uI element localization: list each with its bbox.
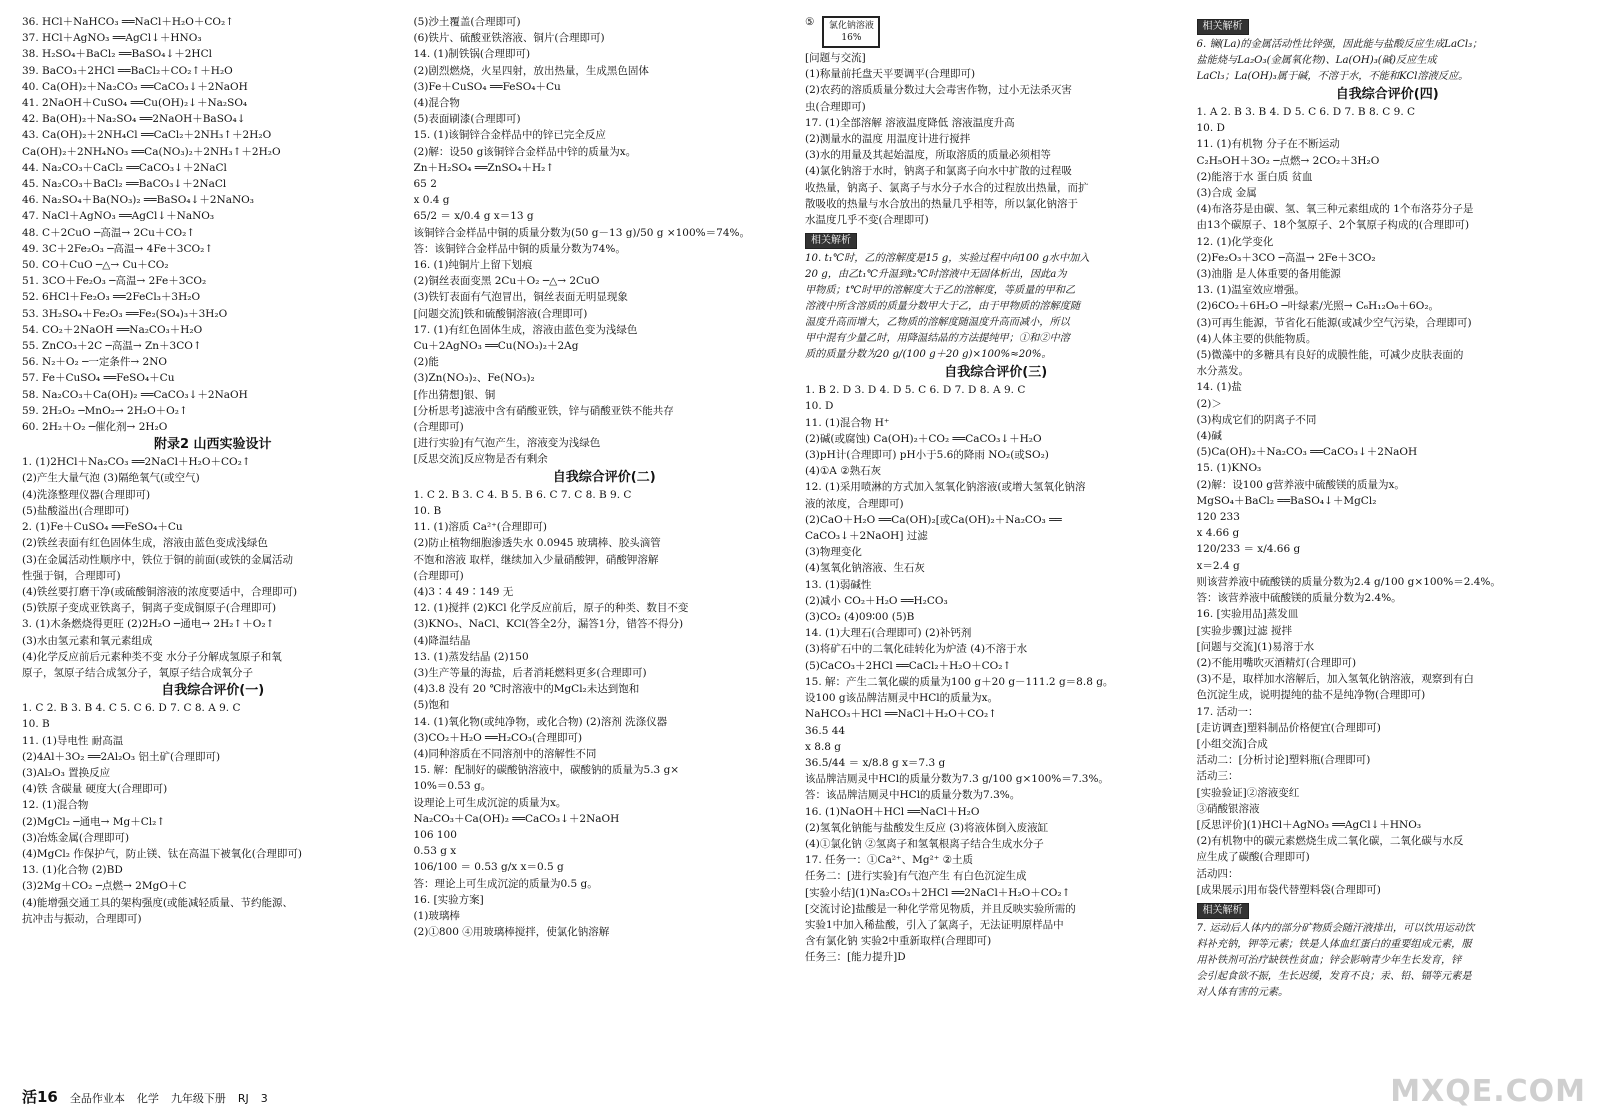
answer-line: 38. H₂SO₄＋BaCl₂ ══BaSO₄↓＋2HCl (22, 48, 212, 61)
answer-line: (2)不能用嘴吹灭酒精灯(合理即可) (1196, 656, 1357, 669)
answer-line: 1. A 2. B 3. B 4. D 5. C 6. D 7. B 8. C 9. C (1196, 106, 1416, 118)
answer-line: 51. 3CO＋Fe₂O₃ ─高温→ 2Fe＋3CO₂ (22, 275, 207, 288)
answer-line: (2)能 (413, 356, 439, 369)
answer-line: 答：该品牌洁厕灵中HCl的质量分数为7.3%。 (805, 789, 1021, 802)
answer-line: (5)饱和 (413, 699, 450, 712)
answer-line: (4)同种溶质在不同溶剂中的溶解性不同 (413, 747, 597, 760)
answer-line: (5)CaCO₃＋2HCl ══CaCl₂＋H₂O＋CO₂↑ (805, 659, 1012, 672)
answer-line: [作出猜想]银、铜 (413, 388, 496, 401)
answer-line: (3)在金属活动性顺序中，铁位于铜的前面(或铁的金属活动 (22, 553, 293, 566)
analysis-text: 20 g，由乙t₁℃升温到t₂℃时溶液中无固体析出，因此a为 (805, 269, 1067, 281)
answer-line: 37. HCl＋AgNO₃ ══AgCl↓＋HNO₃ (22, 32, 202, 45)
section-heading: 自我综合评价(三) (944, 365, 1048, 381)
answer-line: 42. Ba(OH)₂＋Na₂SO₄ ══2NaOH＋BaSO₄↓ (22, 113, 246, 126)
answer-line: 41. 2NaOH＋CuSO₄ ══Cu(OH)₂↓＋Na₂SO₄ (22, 97, 248, 110)
answer-line: 水分蒸发。 (1196, 365, 1249, 378)
answer-line: (2)Fe₂O₃＋3CO ─高温→ 2Fe＋3CO₂ (1196, 251, 1376, 264)
answer-line: 16. (1)NaOH＋HCl ══NaCl＋H₂O (805, 805, 980, 818)
answer-line: 58. Na₂CO₃＋Ca(OH)₂ ══CaCO₃↓＋2NaOH (22, 388, 248, 401)
answer-line: (2)能溶于水 蛋白质 贫血 (1196, 170, 1313, 183)
answer-line: 由13个碳原子、18个氢原子、2个氧原子构成的(合理即可) (1196, 219, 1470, 232)
answer-line: 14. (1)制铁锅(合理即可) (413, 48, 531, 61)
section-heading: 附录2 山西实验设计 (153, 437, 272, 453)
answer-line: 52. 6HCl＋Fe₂O₃ ══2FeCl₃＋3H₂O (22, 291, 201, 304)
column-3 (805, 14, 1187, 1084)
answer-line: 11. (1)溶质 Ca²⁺(合理即可) (413, 521, 547, 534)
answer-line: (2)6CO₂＋6H₂O ─叶绿素/光照→ C₆H₁₂O₆＋6O₂。 (1196, 300, 1440, 313)
answer-line: Ca(OH)₂＋2NH₄NO₃ ══Ca(NO₃)₂＋2NH₃↑＋2H₂O (22, 145, 281, 158)
answer-line: [实验小结](1)Na₂CO₃＋2HCl ══2NaCl＋H₂O＋CO₂↑ (805, 886, 1071, 899)
answer-line: 色沉淀生成，说明提纯的盐不是纯净物(合理即可) (1196, 689, 1426, 702)
answer-line: 17. (1)全部溶解 溶液温度降低 溶液温度升高 (805, 116, 1015, 129)
answer-line: [交流讨论]盐酸是一种化学常见物质，并且反映实验所需的 (805, 902, 1076, 915)
answer-line: (2)减小 CO₂＋H₂O ══H₂CO₃ (805, 594, 948, 607)
answer-line: [成果展示]用布袋代替塑料袋(合理即可) (1196, 883, 1381, 896)
answer-line: (3)冶炼金属(合理即可) (22, 831, 130, 844)
answer-line: (2)①800 ④用玻璃棒搅拌，使氯化钠溶解 (413, 926, 610, 939)
answer-line: 17. 任务一：①Ca²⁺、Mg²⁺ ②土质 (805, 854, 974, 867)
answer-line: 答：该营养液中硫酸镁的质量分数为2.4%。 (1196, 592, 1402, 605)
answer-line: (2)解：设100 g营养液中硫酸镁的质量为x。 (1196, 478, 1405, 491)
answer-line: 1. (1)2HCl＋Na₂CO₃ ══2NaCl＋H₂O＋CO₂↑ (22, 456, 251, 469)
answer-line: (2)铁丝表面有红色固体生成，溶液由蓝色变成浅绿色 (22, 537, 268, 550)
answer-line: 17. (1)有红色固体生成，溶液由蓝色变为浅绿色 (413, 323, 638, 336)
answer-line: 12. (1)混合物 (22, 799, 89, 812)
answer-line: (3)合成 金属 (1196, 187, 1257, 200)
grade: 九年级下册 (170, 1092, 226, 1105)
analysis-text: 料补充钠，钾等元素；铁是人体血红蛋白的重要组成元素，服 (1196, 938, 1472, 950)
analysis-tag (805, 228, 1187, 251)
answer-line: 120 233 (1196, 511, 1240, 524)
answer-line: x 8.8 g (805, 740, 842, 753)
analysis-text: 10. t₁℃时，乙的溶解度是15 g，实验过程中向100 g水中加入 (805, 253, 1090, 265)
answer-line: 13. (1)化合物 (2)BD (22, 864, 123, 877)
answer-line: 11. (1)有机物 分子在不断运动 (1196, 138, 1340, 151)
answer-line: (5)盐酸溢出(合理即可) (22, 504, 130, 517)
answer-line: (3)构成它们的阴离子不同 (1196, 413, 1317, 426)
column-2 (414, 14, 796, 1084)
answer-line: 54. CO₂＋2NaOH ══Na₂CO₃＋H₂O (22, 323, 203, 336)
answer-line: 46. Na₂SO₄＋Ba(NO₃)₂ ══BaSO₄↓＋2NaNO₃ (22, 194, 254, 207)
answer-line: (3)Al₂O₃ 置换反应 (22, 766, 111, 779)
analysis-text: 7. 运动后人体内的部分矿物质会随汗液排出，可以饮用运动饮 (1196, 922, 1475, 934)
answer-line: (4)①A ②熟石灰 (805, 465, 882, 478)
answer-line: 36.5 44 (805, 724, 846, 737)
answer-line: MgSO₄＋BaCl₂ ══BaSO₄↓＋MgCl₂ (1196, 494, 1377, 507)
answer-line: (2)MgCl₂ ─通电→ Mg＋Cl₂↑ (22, 815, 166, 828)
answer-line: 13. (1)弱碱性 (805, 578, 872, 591)
answer-line: (2)产生大量气泡 (3)隔绝氧气(或空气) (22, 472, 200, 485)
answer-line: (3)CO₂ (4)09∶00 (5)B (805, 611, 915, 624)
answer-line: [实验步骤]过滤 搅拌 (1196, 624, 1293, 637)
section-heading: 自我综合评价(四) (1335, 87, 1439, 102)
answer-line: (5)Ca(OH)₂＋Na₂CO₃ ══CaCO₃↓＋2NaOH (1196, 446, 1418, 459)
answer-line: [反思交流]反应物是否有剩余 (413, 453, 548, 466)
analysis-text: 用补铁剂可治疗缺铁性贫血；锌会影响青少年生长发育，锌 (1196, 954, 1462, 966)
answer-line: 11. (1)导电性 耐高温 (22, 734, 124, 747)
answer-line: 60. 2H₂＋O₂ ─催化剂→ 2H₂O (22, 421, 168, 434)
analysis-text: 对人体有害的元素。 (1196, 986, 1289, 998)
answer-line: 15. 解：配制好的碳酸钠溶液中，碳酸钠的质量为5.3 g× (413, 764, 680, 777)
answer-line: (4)布洛芬是由碳、氢、氧三种元素组成的 1个布洛芬分子是 (1196, 203, 1474, 216)
answer-line: 15. (1)该铜锌合金样品中的锌已完全反应 (413, 129, 606, 142)
answer-line: 任务三：[能力提升]D (805, 951, 906, 964)
answer-line: (5)沙土覆盖(合理即可) (413, 16, 521, 28)
answer-line: (4)化学反应前后元素种类不变 水分子分解成氢原子和氧 (22, 650, 282, 663)
answer-line: 活动四： (1196, 867, 1239, 880)
page-footer (22, 1086, 268, 1107)
answer-line: Zn＋H₂SO₄ ══ZnSO₄＋H₂↑ (413, 161, 555, 174)
answer-line: (3)不是，取样加水溶解后，加入氢氧化钠溶液，观察到有白 (1196, 673, 1474, 686)
answer-line: 47. NaCl＋AgNO₃ ══AgCl↓＋NaNO₃ (22, 210, 215, 223)
answer-line: (4)①氯化钠 ②氢离子和氢氧根离子结合生成水分子 (805, 837, 1044, 850)
answer-line: (3)油脂 是人体重要的备用能源 (1196, 268, 1341, 281)
answer-line: (3)2Mg＋CO₂ ─点燃→ 2MgO＋C (22, 880, 187, 893)
answer-line: 16. [实验方案] (413, 893, 484, 906)
answer-line: [小组交流]合成 (1196, 737, 1268, 750)
analysis-text: 质的质量分数为20 g/(100 g＋20 g)×100%≈20%。 (805, 349, 1052, 361)
answer-line: (合理即可) (413, 569, 464, 582)
column-3-body (805, 50, 1187, 966)
column-4 (1197, 14, 1579, 1084)
answer-line: (2)剧烈燃烧，火星四射，放出热量，生成黑色固体 (413, 64, 649, 77)
answer-line: (3)水由氢元素和氧元素组成 (22, 634, 153, 647)
answer-line: 1. C 2. B 3. C 4. B 5. B 6. C 7. C 8. B 9. C (413, 488, 632, 501)
answer-line: 106/100 ＝ 0.53 g/x x＝0.5 g (413, 861, 564, 874)
answer-line: 12. (1)搅拌 (2)KCl 化学反应前后，原子的种类、数目不变 (413, 602, 689, 615)
answer-line: 原子，氢原子结合成氢分子，氧原子结合成氧分子 (22, 666, 253, 679)
answer-line: 53. 3H₂SO₄＋Fe₂O₃ ══Fe₂(SO₄)₃＋3H₂O (22, 307, 228, 320)
answer-line: 10%＝0.53 g。 (413, 780, 492, 793)
analysis-text: 6. 镧(La)的金属活动性比锌强，因此能与盐酸反应生成LaCl₃； (1196, 39, 1483, 50)
answer-line: 56. N₂＋O₂ ─一定条件→ 2NO (22, 356, 168, 369)
answer-line: 则该营养液中硫酸镁的质量分数为2.4 g/100 g×100%＝2.4%。 (1196, 575, 1501, 588)
answer-line: 实验1中加入稀盐酸，引入了氯离子，无法证明原样品中 (805, 918, 1064, 931)
answer-line: NaHCO₃＋HCl ══NaCl＋H₂O＋CO₂↑ (805, 708, 997, 721)
answer-line: 水温度几乎不变(合理即可) (805, 214, 929, 227)
analysis-tag-label: 相关解析 (1197, 903, 1249, 919)
answer-line: (5)铁原子变成亚铁离子，铜离子变成铜原子(合理即可) (22, 602, 277, 615)
answer-line: [走访调查]塑料制品价格便宜(合理即可) (1196, 721, 1381, 734)
column-1 (22, 14, 404, 1084)
answer-line: 收热量，钠离子、氯离子与水分子水合的过程放出热量，而扩 (805, 181, 1089, 194)
page-number: 活16 (22, 1088, 58, 1106)
answer-line: 59. 2H₂O₂ ─MnO₂→ 2H₂O＋O₂↑ (22, 404, 188, 417)
answer-line: [反思评价](1)HCl＋AgNO₃ ══AgCl↓＋HNO₃ (1196, 818, 1422, 831)
answer-line: 含有氯化钠 实验2中重新取样(合理即可) (805, 935, 992, 948)
answer-line: 16. [实验用品]蒸发皿 (1196, 608, 1299, 621)
answer-line: (4)3.8 没有 20 ℃时溶液中的MgCl₂未达到饱和 (413, 683, 640, 696)
answer-line: 散吸收的热量与水合放出的热量几乎相等，所以氯化钠溶于 (805, 197, 1078, 210)
answer-line: 答：理论上可生成沉淀的质量为0.5 g。 (413, 877, 598, 890)
answer-line: (3)生产等量的海盐，后者消耗燃料更多(合理即可) (413, 666, 647, 679)
answer-line: (1)称量前托盘天平要调平(合理即可) (805, 68, 976, 81)
answer-line: (3)pH计(合理即可) pH小于5.6的降雨 NO₂(或SO₂) (805, 449, 1049, 462)
answer-line: (4)铁丝要打磨干净(或硫酸铜溶液的浓度要适中，合理即可) (22, 585, 298, 598)
answer-line: (3)物理变化 (805, 546, 862, 559)
answer-line: (2)铜丝表面变黑 2Cu＋O₂ ─△→ 2CuO (413, 275, 600, 288)
answer-line: 2. (1)Fe＋CuSO₄ ══FeSO₄＋Cu (22, 521, 183, 534)
answer-line: [进行实验]有气泡产生，溶液变为浅绿色 (413, 437, 601, 450)
answer-line: 该铜锌合金样品中铜的质量分数为(50 g－13 g)/50 g ×100%＝74%。 (413, 226, 750, 239)
answer-line: 44. Na₂CO₃＋CaCl₂ ══CaCO₃↓＋2NaCl (22, 161, 227, 174)
analysis-text: 甲中混有少量乙时，用降温结晶的方法提纯甲；①和②中溶 (805, 333, 1070, 345)
answer-line: (合理即可) (413, 421, 464, 434)
answer-line: [问题交流]铁和硫酸铜溶液(合理即可) (413, 307, 588, 320)
answer-line: 65/2 ＝ x/0.4 g x＝13 g (413, 210, 534, 223)
answer-line: (3)KNO₃、NaCl、KCl(答全2分，漏答1分，错答不得分) (413, 618, 684, 631)
answer-line: (2)氢氧化钠能与盐酸发生反应 (3)将液体倒入废液缸 (805, 821, 1049, 834)
answer-line: 1. B 2. D 3. D 4. D 5. C 6. D 7. D 8. A 9. C (805, 384, 1026, 397)
answer-line: 活动三： (1196, 770, 1239, 783)
analysis-text: 温度升高而增大，乙物质的溶解度随温度升高而减小，所以 (805, 317, 1070, 329)
answer-line: 答：该铜锌合金样品中铜的质量分数为74%。 (413, 242, 626, 255)
answer-line: 11. (1)混合物 H⁺ (805, 416, 890, 429)
answer-line: 50. CO＋CuO ─△→ Cu＋CO₂ (22, 259, 169, 272)
answer-line: (2)＞ (1196, 397, 1222, 410)
answer-line: x 4.66 g (1196, 527, 1240, 540)
answer-line: (3)Fe＋CuSO₄ ══FeSO₄＋Cu (413, 80, 561, 93)
edition: RJ (237, 1092, 249, 1105)
answer-line: 抗冲击与振动，合理即可) (22, 912, 142, 925)
answer-line: (4)氯化钠溶于水时，钠离子和氯离子向水中扩散的过程吸 (805, 165, 1072, 178)
answer-line: (2)防止植物细胞渗透失水 0.0945 玻璃棒、胶头滴管 (413, 537, 661, 550)
answer-line: [实验验证]②溶液变红 (1196, 786, 1300, 799)
answer-line: 43. Ca(OH)₂＋2NH₄Cl ══CaCl₂＋2NH₃↑＋2H₂O (22, 129, 272, 142)
answer-line: 设理论上可生成沉淀的质量为x。 (413, 796, 567, 809)
answer-line: (6)铁片、硫酸亚铁溶液、铜片(合理即可) (413, 32, 605, 45)
answer-line: (4)铁 含碳量 硬度大(合理即可) (22, 783, 168, 796)
analysis-text: 溶液中所含溶质的质量分数甲大于乙，由于甲物质的溶解度随 (805, 301, 1081, 313)
answer-line: (5)表面刷漆(合理即可) (413, 113, 521, 126)
answer-line: 14. (1)盐 (1196, 381, 1242, 394)
answer-line: 39. BaCO₃＋2HCl ══BaCl₂＋CO₂↑＋H₂O (22, 64, 233, 77)
answer-line: 任务二：[进行实验]有气泡产生 有白色沉淀生成 (805, 870, 1027, 883)
answer-line: 1. C 2. B 3. B 4. C 5. C 6. D 7. C 8. A 9. C (22, 702, 241, 715)
answer-line: (2)农药的溶质质量分数过大会毒害作物，过小无法杀灭害 (805, 84, 1072, 97)
answer-line: [分析思考]滤液中含有硝酸亚铁，锌与硝酸亚铁不能共存 (413, 404, 674, 417)
answer-line: CaCO₃↓＋2NaOH] 过滤 (805, 530, 928, 543)
answer-line: 设100 g该品牌洁厕灵中HCl的质量为x。 (805, 692, 999, 705)
answer-line: (1)玻璃棒 (413, 909, 460, 922)
analysis-tag (1197, 898, 1579, 921)
answer-line: 14. (1)氧化物(或纯净物，或化合物) (2)溶剂 洗涤仪器 (413, 715, 668, 728)
circled-number: ⑤ (805, 16, 815, 28)
answer-line: 13. (1)温室效应增强。 (1196, 284, 1305, 297)
answer-line: (3)CO₂＋H₂O ══H₂CO₃(合理即可) (413, 731, 583, 744)
answer-line: 16. (1)纯铜片上留下划痕 (413, 259, 533, 272)
section-heading: 自我综合评价(一) (161, 683, 265, 699)
answer-line: 0.53 g x (413, 845, 457, 858)
answer-line: (3)Zn(NO₃)₂、Fe(NO₃)₂ (413, 372, 535, 385)
answer-line: 液的浓度，合理即可) (805, 497, 904, 510)
answer-line: (4)碱 (1196, 430, 1222, 443)
reagent-label-concentration: 16% (841, 33, 862, 43)
label-figure (805, 14, 1187, 50)
answer-line: 15. 解：产生二氧化碳的质量为100 g＋20 g－111.2 g＝8.8 g。 (805, 675, 1114, 688)
book-title: 全品作业本 (69, 1092, 125, 1105)
subject: 化学 (136, 1092, 159, 1105)
analysis-text: 甲物质；t℃时甲的溶解度大于乙的溶解度，等质量的甲和乙 (805, 285, 1076, 297)
answer-line: (4)降温结晶 (413, 634, 471, 647)
analysis-text: LaCl₃；La(OH)₃属于碱，不溶于水，不能和KCl溶液反应。 (1196, 71, 1469, 82)
answer-line: 10. B (22, 718, 50, 731)
answer-line: (3)水的用量及其起始温度，所取溶质的质量必须相等 (805, 149, 1051, 162)
answer-line: x＝2.4 g (1196, 559, 1240, 572)
answer-line: 49. 3C＋2Fe₂O₃ ─高温→ 4Fe＋3CO₂↑ (22, 242, 214, 255)
answer-line: 14. (1)大理石(合理即可) (2)补钙剂 (805, 627, 972, 640)
answer-line: 12. (1)化学变化 (1196, 235, 1274, 248)
answer-line: 36.5/44 ＝ x/8.8 g x＝7.3 g (805, 756, 946, 769)
answer-line: 3. (1)木条燃烧得更旺 (2)2H₂O ─通电→ 2H₂↑＋O₂↑ (22, 618, 275, 631)
answer-line: (3)将矿石中的二氧化硅转化为炉渣 (4)不溶于水 (805, 643, 1028, 656)
answer-line: 55. ZnCO₃＋2C ─高温→ Zn＋3CO↑ (22, 340, 202, 353)
analysis-tag-label: 相关解析 (1197, 19, 1249, 35)
answer-line: 12. (1)采用喷淋的方式加入氢氧化钠溶液(或增大氢氧化钠溶 (805, 481, 1086, 494)
answer-line: (5)微藻中的多糖具有良好的成膜性能，可减少皮肤表面的 (1196, 349, 1464, 362)
answer-line: (4)混合物 (413, 97, 460, 110)
answer-line: (4)3∶4 49∶149 无 (413, 585, 514, 598)
edition-number: 3 (260, 1092, 268, 1105)
answer-line: (4)洗涤整理仪器(合理即可) (22, 488, 151, 501)
analysis-tag-label: 相关解析 (805, 233, 857, 249)
answer-line: (4)氢氧化钠溶液、生石灰 (805, 562, 925, 575)
answer-line: (4)MgCl₂ 作保护气，防止镁、钛在高温下被氧化(合理即可) (22, 847, 302, 860)
answer-line: ③硝酸银溶液 (1196, 802, 1260, 815)
answer-line: 不饱和溶液 取样，继续加入少量硝酸钾，硝酸钾溶解 (413, 553, 659, 566)
answer-line: C₂H₅OH＋3O₂ ─点燃→ 2CO₂＋3H₂O (1196, 154, 1380, 167)
answer-line: 36. HCl＋NaHCO₃ ══NaCl＋H₂O＋CO₂↑ (22, 16, 234, 28)
answer-line: 17. 活动一： (1196, 705, 1259, 718)
answer-line: 106 100 (413, 828, 457, 841)
answer-line: (2)碱(或腐蚀) Ca(OH)₂＋CO₂ ══CaCO₃↓＋H₂O (805, 432, 1042, 445)
answer-line: 活动二：[分析讨论]塑料瓶(合理即可) (1196, 754, 1371, 767)
answer-line: (3)铁钉表面有气泡冒出，铜丝表面无明显现象 (413, 291, 628, 304)
answer-line: (2)CaO＋H₂O ══Ca(OH)₂[或Ca(OH)₂＋Na₂CO₃ ══ (805, 513, 1062, 526)
analysis-text: 盐能烧与La₂O₃(金属氧化物)、La(OH)₃(碱)反应生成 (1196, 55, 1437, 66)
answer-line: 10. D (1196, 122, 1225, 135)
answer-line: 应生成了碳酸(合理即可) (1196, 851, 1310, 864)
answer-line: Cu＋2AgNO₃ ══Cu(NO₃)₂＋2Ag (413, 340, 579, 353)
answer-line: (3)可再生能源，节省化石能源(或减少空气污染，合理即可) (1196, 316, 1472, 329)
answer-line: (2)测量水的温度 用温度计进行搅拌 (805, 133, 971, 146)
answer-line: 该品牌洁厕灵中HCl的质量分数为7.3 g/100 g×100%＝7.3%。 (805, 773, 1109, 786)
answer-line: 10. B (413, 504, 442, 517)
answer-line: Na₂CO₃＋Ca(OH)₂ ══CaCO₃↓＋2NaOH (413, 812, 620, 825)
answer-line: 性强于铜，合理即可) (22, 569, 121, 582)
answer-line: (4)人体主要的供能物质。 (1196, 332, 1317, 345)
answer-line: [问题与交流] (805, 52, 866, 64)
answer-line: 40. Ca(OH)₂＋Na₂CO₃ ══CaCO₃↓＋2NaOH (22, 80, 248, 93)
answer-line: x 0.4 g (413, 194, 450, 207)
answer-line: 13. (1)蒸发结晶 (2)150 (413, 650, 529, 663)
answer-line: (4)能增强交通工具的架构强度(或能减轻质量、节约能源、 (22, 896, 293, 909)
answer-line: 15. (1)KNO₃ (1196, 462, 1262, 475)
answer-line: (2)解：设50 g该铜锌合金样品中锌的质量为x。 (413, 145, 637, 158)
answer-line: 57. Fe＋CuSO₄ ══FeSO₄＋Cu (22, 372, 175, 385)
analysis-tag (1197, 14, 1579, 37)
watermark: MXQE.COM (1390, 1074, 1586, 1109)
reagent-label (822, 16, 880, 48)
answer-line: (2)4Al＋3O₂ ══2Al₂O₃ 铝土矿(合理即可) (22, 750, 221, 763)
answer-line: [问题与交流](1)易溶于水 (1196, 640, 1315, 653)
section-heading: 自我综合评价(二) (552, 469, 656, 485)
answer-line: 45. Na₂CO₃＋BaCl₂ ══BaCO₃↓＋2NaCl (22, 178, 227, 191)
answer-line: 120/233 ＝ x/4.66 g (1196, 543, 1301, 556)
analysis-text: 会引起食欲不振，生长迟缓，发育不良；汞、铅、镉等元素是 (1196, 970, 1472, 982)
answer-line: (2)有机物中的碳元素燃烧生成二氧化碳，二氧化碳与水反 (1196, 835, 1464, 848)
answer-line: 48. C＋2CuO ─高温→ 2Cu＋CO₂↑ (22, 226, 196, 239)
reagent-label-name: 氯化钠溶液 (828, 21, 874, 31)
answer-line: 65 2 (413, 178, 437, 191)
answer-line: 虫(合理即可) (805, 100, 866, 113)
answer-line: 10. D (805, 400, 834, 413)
